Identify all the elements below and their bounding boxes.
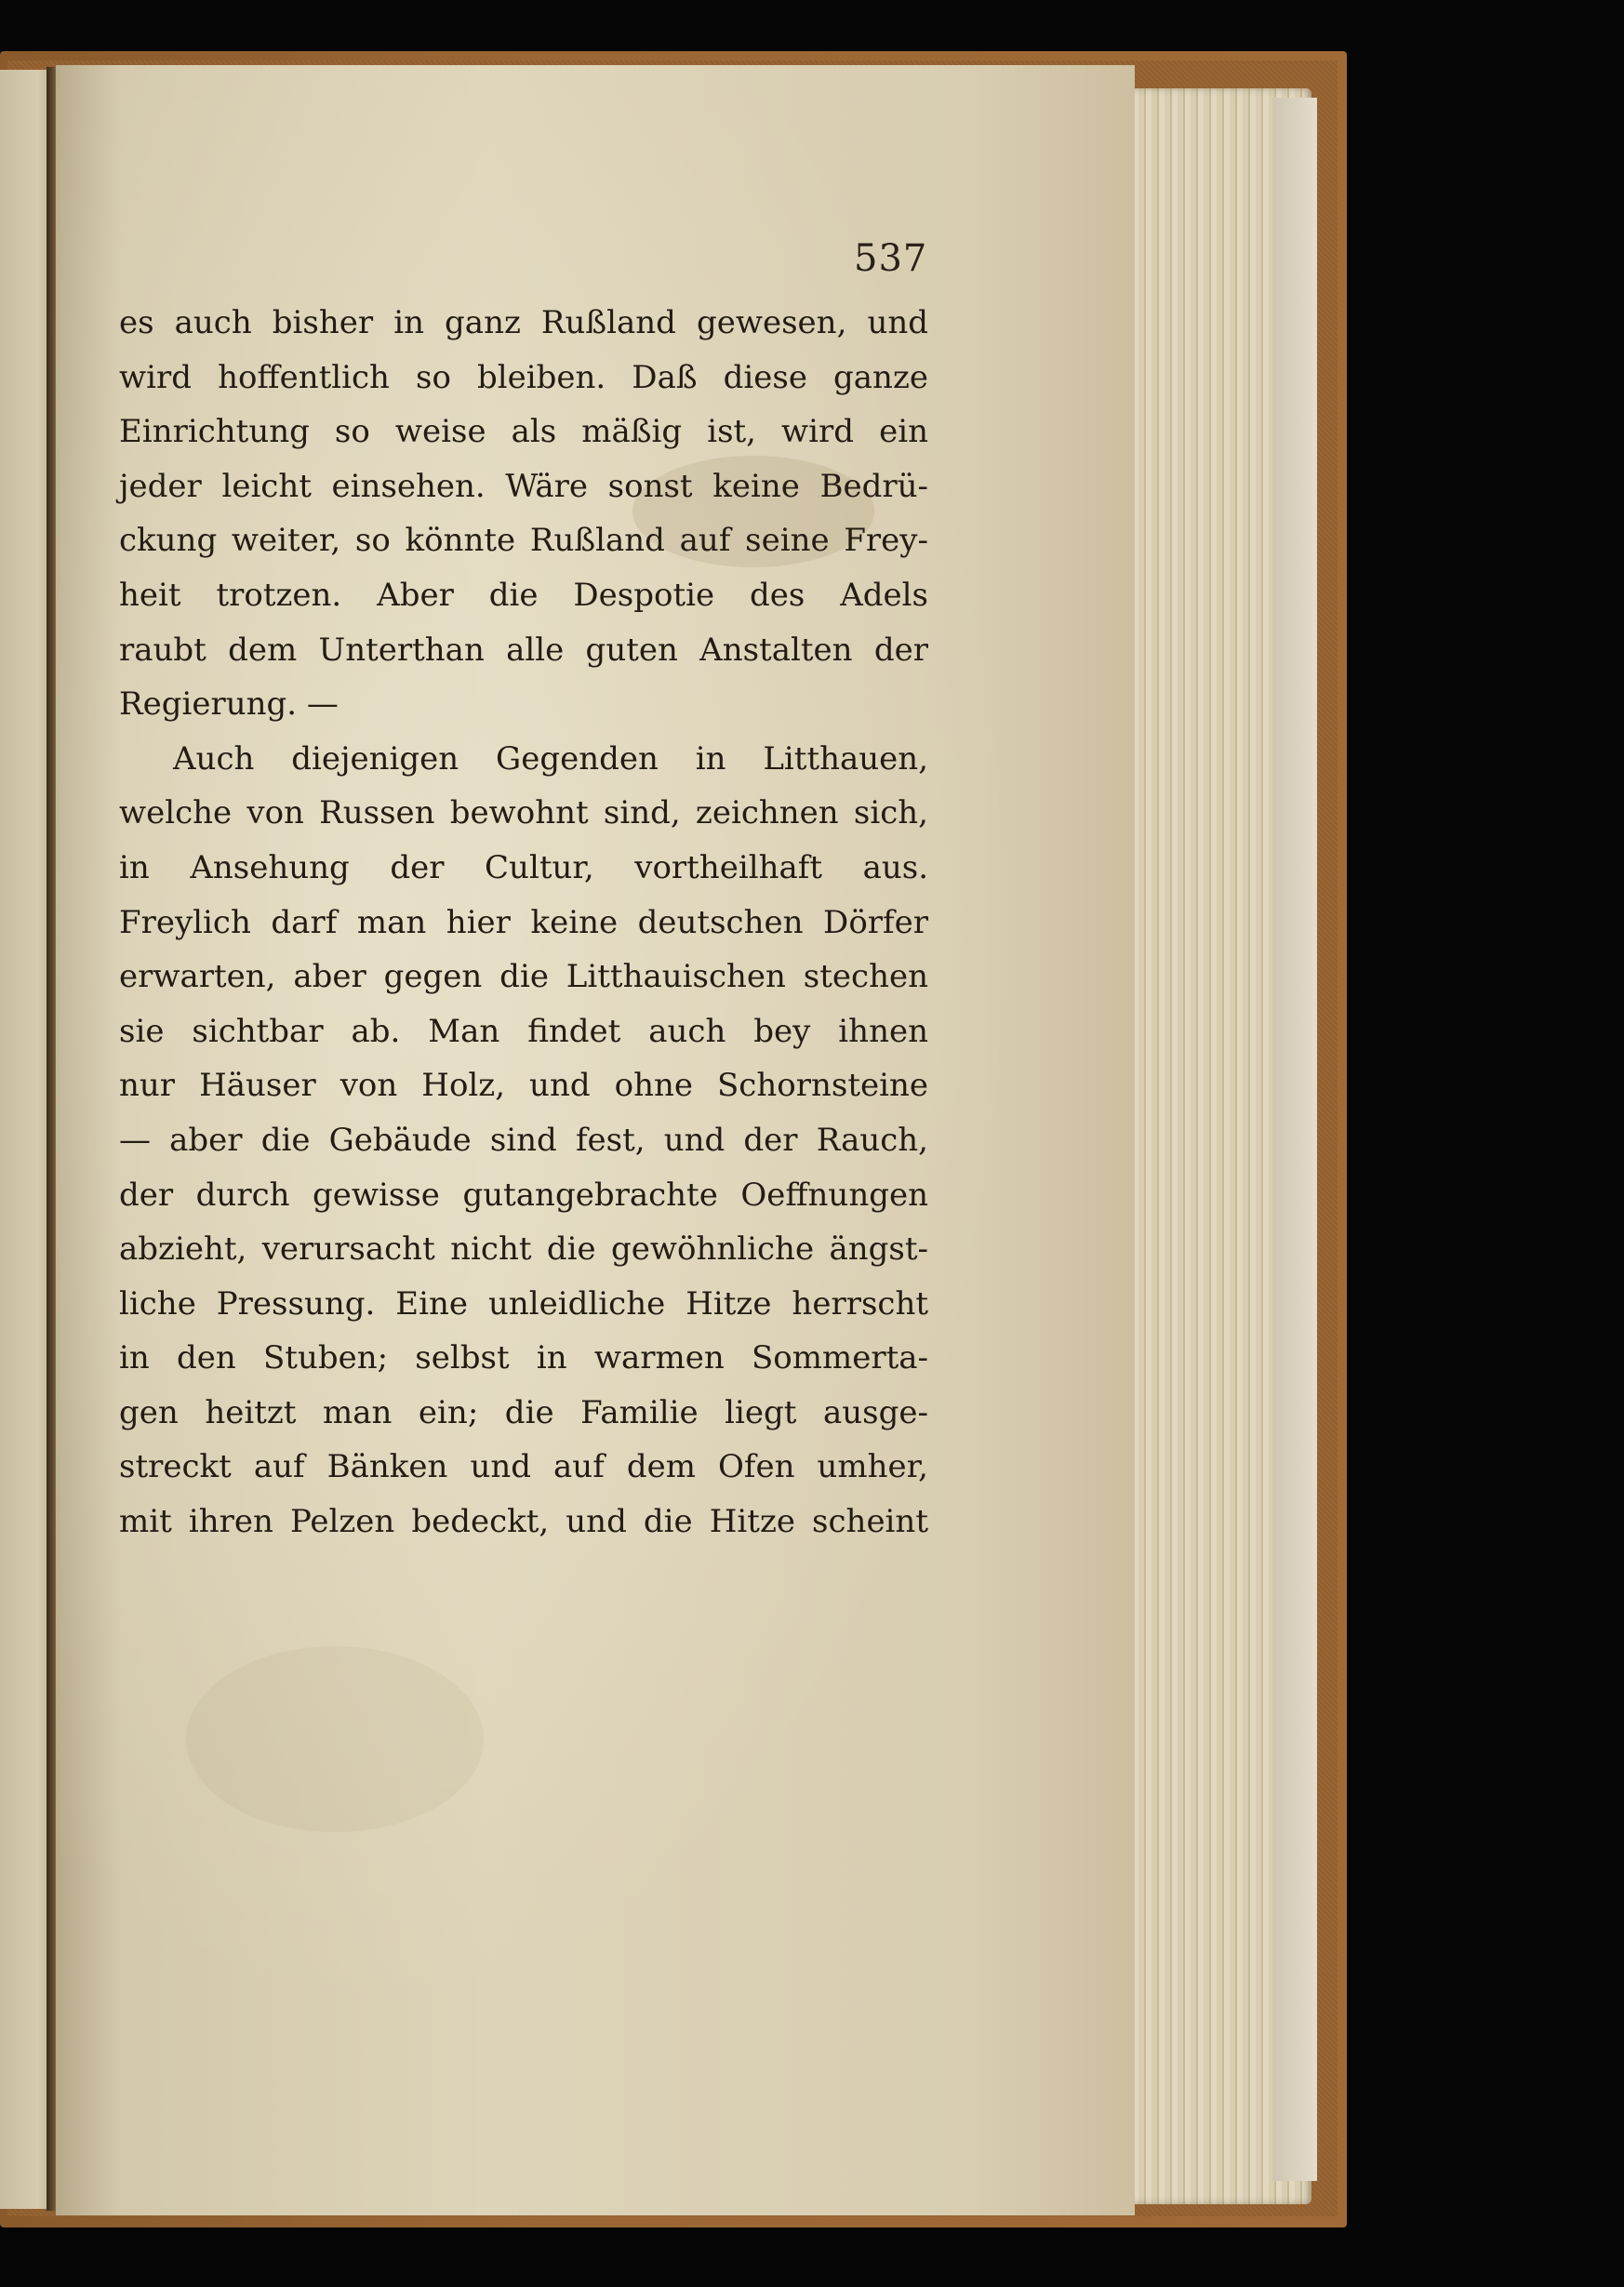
text-line: wird hoffentlich so bleiben. Daß diese ganze — [119, 358, 928, 396]
text-line: gen heitzt man ein; die Familie liegt ausge- — [119, 1393, 928, 1431]
text-line: streckt auf Bänken und auf dem Ofen umher, — [119, 1448, 928, 1486]
text-line: welche von Russen bewohnt sind, zeichnen sich, — [119, 794, 928, 832]
text-line: mit ihren Pelzen bedeckt, und die Hitze scheint — [119, 1503, 928, 1541]
page-number: 537 — [854, 237, 928, 280]
paper-stain — [186, 1646, 484, 1832]
text-line: heit trotzen. Aber die Despotie des Adels — [119, 576, 928, 614]
text-line: der durch gewisse gutangebrachte Oeffnungen — [119, 1176, 928, 1214]
text-line: raubt dem Unterthan alle guten Anstalten der — [119, 631, 928, 669]
text-line: erwarten, aber gegen die Litthauischen stechen — [119, 958, 928, 996]
text-line: jeder leicht einsehen. Wäre sonst keine Bedrü- — [119, 467, 928, 505]
text-line: abzieht, verursacht nicht die gewöhnliche ängst- — [119, 1230, 928, 1269]
text-line: — aber die Gebäude sind fest, und der Rauch, — [119, 1121, 928, 1159]
text-line: liche Pressung. Eine unleidliche Hitze herrscht — [119, 1284, 928, 1323]
text-line: in Ansehung der Cultur, vortheilhaft aus. — [119, 848, 928, 886]
book-page — [56, 65, 1135, 2215]
text-line: ckung weiter, so könnte Rußland auf seine Frey- — [119, 522, 928, 560]
text-line: Einrichtung so weise als mäßig ist, wird ein — [119, 413, 928, 451]
page-block-edges — [1125, 88, 1311, 2204]
text-line: sie sichtbar ab. Man findet auch bey ihnen — [119, 1012, 928, 1050]
text-line: Freylich darf man hier keine deutschen Dörfer — [119, 903, 928, 941]
text-line: in den Stuben; selbst in warmen Sommerta- — [119, 1339, 928, 1377]
text-line: nur Häuser von Holz, und ohne Schornsteine — [119, 1067, 928, 1105]
body-text — [119, 296, 928, 1549]
endpaper — [1272, 98, 1317, 2181]
text-line: es auch bisher in ganz Rußland gewesen, und — [119, 304, 928, 341]
text-line: Auch diejenigen Gegenden in Litthauen, — [173, 739, 928, 778]
text-line: Regierung. — — [119, 685, 339, 724]
